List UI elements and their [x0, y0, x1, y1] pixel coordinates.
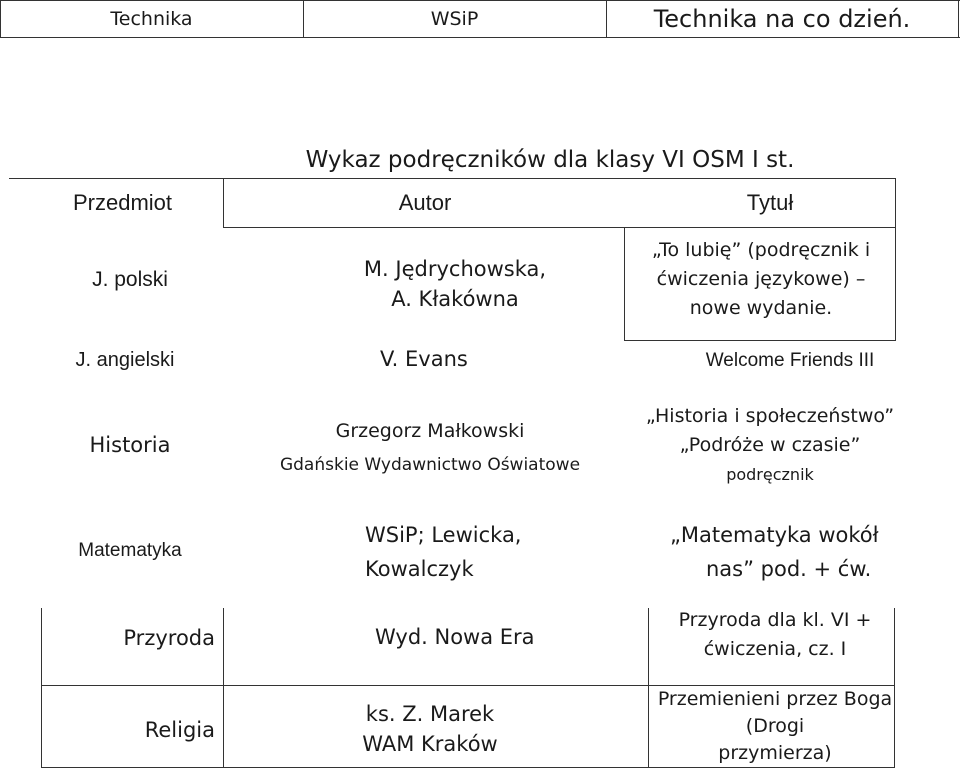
row-author-religion	[340, 699, 520, 759]
title-line: „To lubię” (podręcznik i	[651, 239, 871, 261]
author-line: WAM Kraków	[362, 732, 498, 756]
row-title-english	[640, 346, 940, 375]
row-author-nature	[375, 622, 575, 652]
row-author-polish	[330, 254, 580, 314]
title-line: „Podróże w czasie”	[679, 434, 861, 456]
left-border-bottom	[41, 608, 42, 768]
row-subject-nature: Przyroda	[123, 626, 215, 650]
title-line: Przemienieni przez Boga	[657, 688, 893, 710]
row6-top-border-mid	[223, 685, 649, 686]
title-line: nowe wydanie.	[689, 297, 833, 319]
page-title: Wykaz podręczników dla klasy VI OSM I st.	[305, 147, 795, 173]
top-title: Technika na co dzień.	[653, 4, 911, 33]
header-bottom-border	[223, 227, 896, 228]
title-line: „Matematyka wokół	[670, 523, 879, 547]
author-line: ks. Z. Marek	[365, 702, 495, 726]
header-divider-1	[223, 178, 224, 227]
top-bottom-border	[0, 37, 960, 38]
row1-divider	[624, 227, 625, 340]
row-author-english	[380, 344, 530, 374]
title-line: Przyroda dla kl. VI +	[678, 609, 872, 631]
row-title-polish	[630, 236, 892, 323]
author-line: Wyd. Nowa Era	[375, 625, 535, 649]
row-title-nature	[650, 606, 900, 664]
author-line: M. Jędrychowska,	[363, 257, 547, 281]
author-line: A. Kłakówna	[391, 287, 519, 311]
row-subject-religion: Religia	[144, 718, 215, 742]
row-title-religion	[655, 686, 895, 767]
column-header-author: Autor	[398, 189, 452, 215]
column-header-subject: Przedmiot	[72, 189, 173, 215]
title-line: przymierza)	[718, 742, 832, 764]
bottom-divider-2	[648, 608, 649, 768]
table-right-border-top	[895, 178, 896, 227]
author-line: WSiP; Lewicka,	[365, 523, 522, 547]
row-author-math	[365, 518, 595, 586]
bottom-divider-1	[223, 608, 224, 768]
title-line: (Drogi	[745, 715, 805, 737]
row-subject-english: J. angielski	[75, 349, 175, 371]
row-subject-history: Historia	[89, 433, 171, 457]
top-publisher: WSiP	[430, 7, 479, 30]
row-author-history	[260, 414, 600, 482]
title-line: ćwiczenia językowe) –	[656, 268, 866, 290]
title-line: ćwiczenia, cz. I	[703, 638, 847, 660]
author-line: Gdańskie Wydawnictwo Oświatowe	[279, 455, 581, 475]
row6-top-border-left	[41, 685, 224, 686]
row1-bottom-border	[624, 340, 896, 341]
row-subject-polish: J. polski	[92, 268, 168, 291]
author-line: Grzegorz Małkowski	[335, 420, 525, 442]
row-subject-math: Matematyka	[78, 539, 182, 561]
row-title-history	[640, 402, 900, 489]
table-bottom-border	[41, 767, 895, 768]
title-line: „Historia i społeczeństwo”	[645, 405, 895, 427]
title-line: nas” pod. + ćw.	[706, 557, 872, 581]
column-header-title: Tytuł	[746, 189, 794, 215]
top-right-border	[958, 0, 959, 38]
table-right-border-row1	[895, 227, 896, 340]
title-line: podręcznik	[726, 465, 814, 484]
author-line: V. Evans	[380, 347, 468, 371]
top-subject: Technika	[110, 7, 193, 30]
author-line: Kowalczyk	[365, 557, 474, 581]
title-line: Welcome Friends III	[705, 350, 875, 371]
row-title-math	[670, 518, 890, 586]
